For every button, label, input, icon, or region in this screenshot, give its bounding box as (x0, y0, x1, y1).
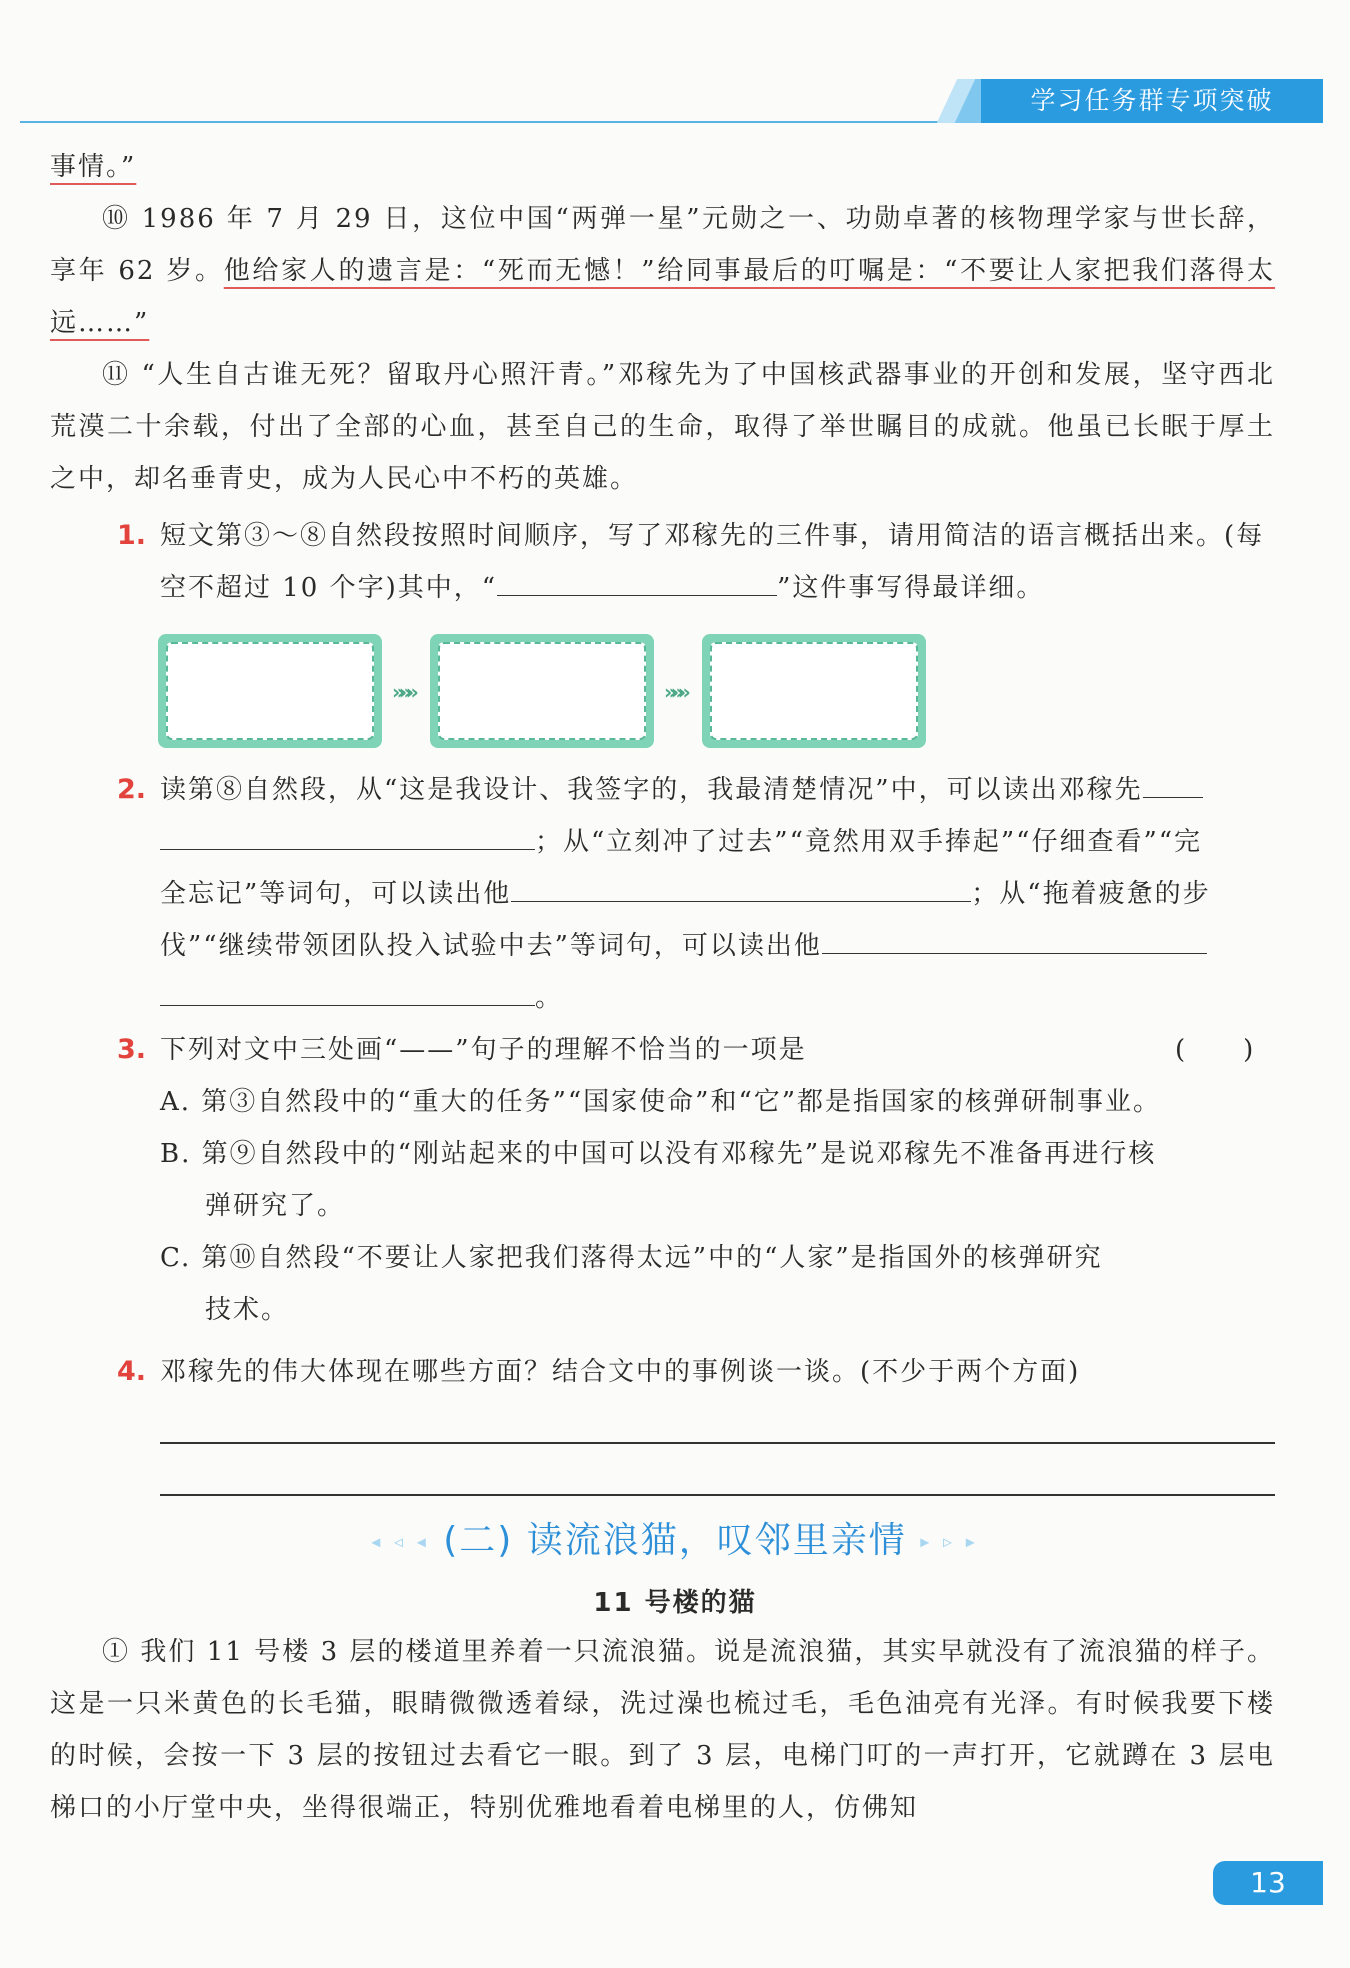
header-banner (947, 79, 1323, 123)
story-paragraph-1: ① 我们 11 号楼 3 层的楼道里养着一只流浪猫。说是流浪猫，其实早就没有了流浪猫的样子。这是一只米黄色的长毛猫，眼睛微微透着绿，洗过澡也梳过毛，毛色油亮有光泽。有时候我要下楼的时候，会按一下 3 层的按钮过去看它一眼。到了 3 层，电梯门叮的一声打开，它就蹲在 3 层电梯口的小厅堂中央，坐得很端正，特别优雅地看着电梯里的人，仿佛知 (50, 1637, 1275, 1823)
answer-blank[interactable] (511, 873, 971, 902)
question-2-line-3: 全忘记”等词句，可以读出他 ；从“拖着疲惫的步 (160, 868, 1275, 920)
question-2-number: 2. (117, 774, 147, 805)
option-b-continued: 弹研究了。 (205, 1191, 346, 1221)
chevron-arrow-icon: »»» (664, 680, 685, 704)
section-heading: ◂ ◃ ◂ (二) 读流浪猫，叹邻里亲情 ▸ ▹ ▸ (371, 1520, 979, 1561)
answer-blank[interactable] (160, 977, 535, 1006)
answer-line[interactable] (160, 1442, 1275, 1444)
answer-blank[interactable] (822, 925, 1207, 954)
paragraph-end: 事情。” (50, 152, 137, 182)
paragraph-10: ⑩ 1986 年 7 月 29 日，这位中国“两弹一星”元勋之一、功勋卓著的核物理学家与世长辞，享年 62 岁。他给家人的遗言是：“死而无憾！”给同事最后的叮嘱是：“不要让人家把我们落得太远……” (50, 204, 1275, 338)
answer-line[interactable] (160, 1494, 1275, 1496)
option-a[interactable]: A. 第③自然段中的“重大的任务”“国家使命”和“它”都是指国家的核弹研制事业。 (160, 1087, 1162, 1117)
left-triangles-icon: ◂ ◃ ◂ (371, 1531, 430, 1553)
question-4-number: 4. (117, 1356, 147, 1387)
question-2-line-5: 。 (160, 972, 1275, 1024)
option-c[interactable]: C. 第⑩自然段“不要让人家把我们落得太远”中的“人家”是指国外的核弹研究 (160, 1243, 1103, 1273)
answer-box-1[interactable] (158, 634, 382, 748)
paragraph-11: ⑪ “人生自古谁无死？留取丹心照汗青。”邓稼先为了中国核武器事业的开创和发展，坚守西北荒漠二十余载，付出了全部的心血，甚至自己的生命，取得了举世瞩目的成就。他虽已长眠于厚土之中，却名垂青史，成为人民心中不朽的英雄。 (50, 360, 1275, 494)
header-title: 学习任务群专项突破 (1030, 86, 1274, 115)
answer-blank[interactable] (160, 821, 535, 850)
question-2-line-1: 读第⑧自然段，从“这是我设计、我签字的，我最清楚情况”中，可以读出邓稼先 (160, 764, 1275, 816)
question-2-line-4: 伐”“继续带领团队投入试验中去”等词句，可以读出他 (160, 920, 1275, 972)
question-4-text: 邓稼先的伟大体现在哪些方面？结合文中的事例谈一谈。(不少于两个方面) (160, 1357, 1081, 1387)
question-1-text: 短文第③～⑧自然段按照时间顺序，写了邓稼先的三件事，请用简洁的语言概括出来。(每空不超过 10 个字)其中，“ ”这件事写得最详细。 (160, 521, 1265, 603)
answer-parentheses[interactable]: ( ) (1175, 1035, 1256, 1065)
right-triangles-icon: ▸ ▹ ▸ (920, 1531, 979, 1553)
question-2-line-2: ；从“立刻冲了过去”“竟然用双手捧起”“仔细查看”“完 (160, 816, 1275, 868)
answer-box-2[interactable] (430, 634, 654, 748)
question-3-number: 3. (117, 1034, 147, 1065)
page-number: 13 (1213, 1861, 1323, 1905)
underlined-sentence: 他给家人的遗言是：“死而无憾！”给同事最后的叮嘱是：“不要让人家把我们落得太远……” (50, 256, 1275, 338)
chevron-arrow-icon: »»» (392, 680, 413, 704)
question-3-text: 下列对文中三处画“——”句子的理解不恰当的一项是 (160, 1035, 807, 1065)
answer-blank[interactable] (1143, 769, 1203, 798)
option-b[interactable]: B. 第⑨自然段中的“刚站起来的中国可以没有邓稼先”是说邓稼先不准备再进行核 (160, 1139, 1157, 1169)
question-1-number: 1. (117, 520, 147, 551)
story-title: 11 号楼的猫 (593, 1588, 757, 1618)
answer-box-3[interactable] (702, 634, 926, 748)
answer-blank[interactable] (497, 567, 777, 596)
option-c-continued: 技术。 (205, 1295, 290, 1325)
